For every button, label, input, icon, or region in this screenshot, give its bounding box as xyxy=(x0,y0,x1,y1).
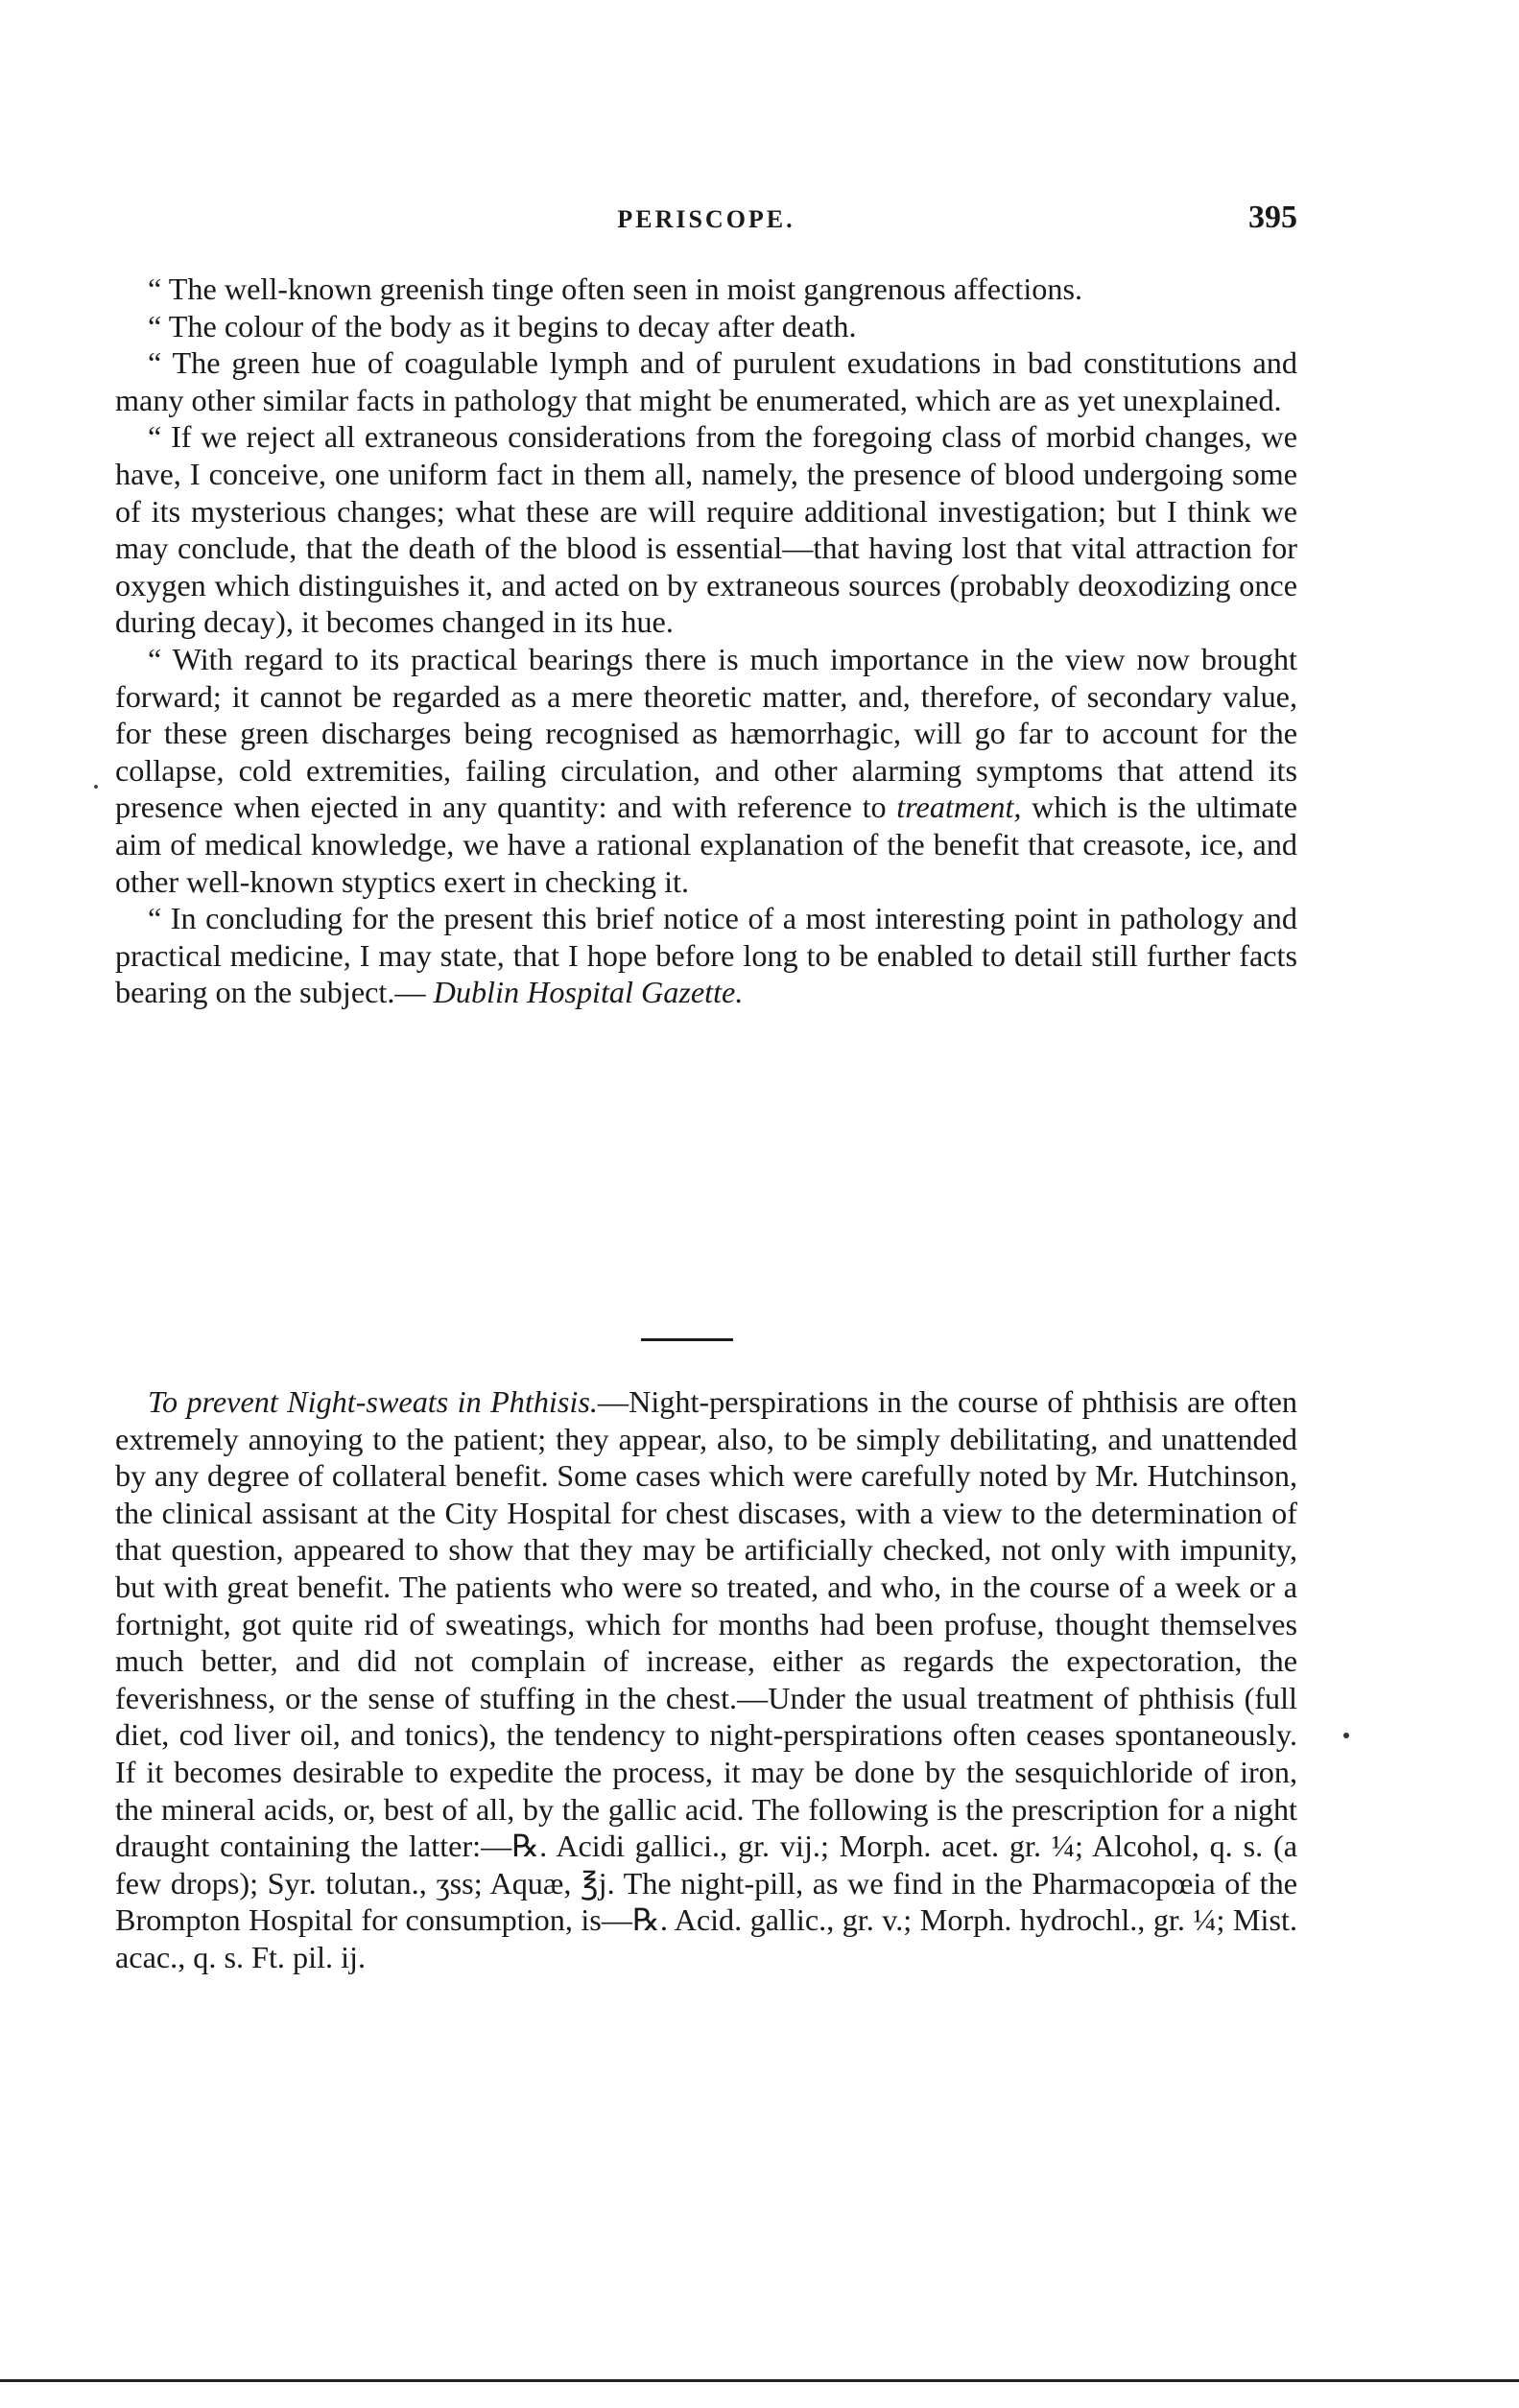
paragraph-night-sweats xyxy=(115,1383,1297,1976)
margin-mark xyxy=(1343,1733,1349,1738)
article-green-discharges xyxy=(115,271,1297,1011)
paragraph-practical-bearings xyxy=(115,641,1297,900)
night-sweats-text: —Night-perspirations in the course of phthisis are often extremely annoying to the patient; they appear, also, to be simply debilitating, and unattended by any degree of collateral benefit. Some cases which were carefully noted by Mr. Hutchinson, the clinical assisant at the City Hospital for chest discases, with a view to the determination of that question, appeared to show that they may be artificially checked, not only with impunity, but with great benefit. The patients who were so treated, and who, in the course of a week or a fortnight, got quite rid of sweatings, which for months had been profuse, thought themselves much better, and did not complain of increase, either as regards the expectoration, the feverishness, or the sense of stuffing in the chest.—Under the usual treatment of phthisis (full diet, cod liver oil, and tonics), the tendency to night-perspirations often ceases spontaneously. If it becomes desirable to expedite the process, it may be done by the sesquichloride of iron, the mineral acids, or, best of all, by the gallic acid. The following is the prescription for a night draught containing the latter:—℞. Acidi gallici., gr. vij.; Morph. acet. gr. ¼; Alcohol, q. s. (a few drops); Syr. tolutan., ʒss; Aquæ, ℥j. The night-pill, as we find in the Pharmacopœia of the Brompton Hospital for consumption, is—℞. Acid. gallic., gr. v.; Morph. hydrochl., gr. ¼; Mist. acac., q. s. Ft. pil. ij. xyxy=(115,1384,1297,1974)
paragraph-lymph: “ The green hue of coagulable lymph and of purulent exudations in bad constitutions and many other similar facts in pathology that might be enumerated, which are as yet unexplained. xyxy=(115,345,1297,417)
paragraph-extraneous: “ If we reject all extraneous considerations from the foregoing class of morbid changes, we have, I conceive, one uniform fact in them all, namely, the presence of blood undergoing some of its mysterious changes; what these are will require additional investigation; but I think we may conclude, that the death of the blood is essential—that having lost that vital attraction for oxygen which distinguishes it, and acted on by extraneous sources (probably deoxodizing once during decay), it becomes changed in its hue. xyxy=(115,419,1297,640)
concluding-text: “ In concluding for the present this brief notice of a most interesting point in pathology and practical medicine, I may state, that I hope before long to be enabled to detail still further facts bearing on the subject.— xyxy=(115,901,1297,1010)
running-title: PERISCOPE. xyxy=(617,205,795,233)
paragraph-concluding xyxy=(115,900,1297,1011)
section-divider xyxy=(641,1338,733,1341)
treatment-word: treatment, xyxy=(896,790,1022,825)
paragraph-gangrenous: “ The well-known greenish tinge often seen in moist gangrenous affections. xyxy=(148,271,1083,306)
running-head xyxy=(115,200,1297,238)
article-night-sweats xyxy=(115,1383,1297,1976)
article-heading: To prevent Night-sweats in Phthisis. xyxy=(148,1384,598,1419)
left-margin-mark xyxy=(94,785,98,789)
paragraph-body-colour: “ The colour of the body as it begins to decay after death. xyxy=(148,308,857,343)
treatment-rest: which is the ultimate aim of medical knowledge, we have a rational explanation of the benefit that creasote, ice, and other well-known styptics exert in checking it. xyxy=(115,790,1298,899)
source-citation: Dublin Hospital Gazette. xyxy=(433,975,744,1010)
practical-bearings-text: “ With regard to its practical bearings there is much importance in the view now brought forward; it cannot be regarded as a mere theoretic matter, and, therefore, of secondary value, for these green discharges being recognised as hæmorrhagic, will go far to account for the collapse, cold extremities, failing circulation, and other alarming symptoms that attend its presence when ejected in any quantity: and with reference to xyxy=(115,641,1297,825)
page-number: 395 xyxy=(1248,200,1297,235)
page-bottom-edge xyxy=(0,2379,1519,2382)
